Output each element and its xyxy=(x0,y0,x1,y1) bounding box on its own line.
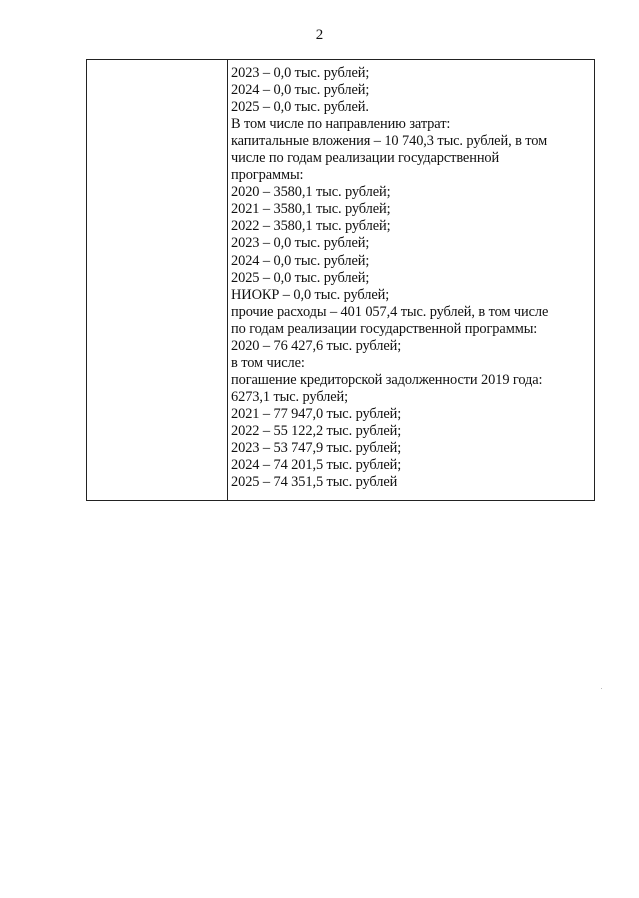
text-line: 2025 – 74 351,5 тыс. рублей xyxy=(231,474,398,491)
text-line: 2023 – 53 747,9 тыс. рублей; xyxy=(231,440,402,457)
text-line: в том числе: xyxy=(231,354,305,371)
text-line: 2023 – 0,0 тыс. рублей; xyxy=(231,65,370,81)
text-line: 2025 – 0,0 тыс. рублей. xyxy=(231,99,369,116)
text-line: 2025 – 0,0 тыс. рублей; xyxy=(231,269,370,286)
text-line: 2022 – 3580,1 тыс. рублей; xyxy=(231,218,391,235)
text-line: 2021 – 3580,1 тыс. рублей; xyxy=(231,201,391,218)
text-line: В том числе по направлению затрат: xyxy=(231,116,451,133)
text-line: 2020 – 3580,1 тыс. рублей; xyxy=(231,184,391,201)
text-line: капитальные вложения – 10 740,3 тыс. рублей, в том xyxy=(231,133,548,150)
scan-speck xyxy=(601,688,602,689)
budget-table xyxy=(86,59,595,501)
text-line: по годам реализации государственной программы: xyxy=(231,320,538,337)
text-line: НИОКР – 0,0 тыс. рублей; xyxy=(231,286,390,303)
text-line: погашение кредиторской задолженности 2019 года: xyxy=(231,371,543,388)
text-line: 2024 – 74 201,5 тыс. рублей; xyxy=(231,457,402,474)
text-line: 2024 – 0,0 тыс. рублей; xyxy=(231,82,370,99)
text-line: числе по годам реализации государственной xyxy=(231,150,500,167)
text-line: 2022 – 55 122,2 тыс. рублей; xyxy=(231,422,402,439)
text-line: 2024 – 0,0 тыс. рублей; xyxy=(231,252,370,269)
text-line: 6273,1 тыс. рублей; xyxy=(231,388,349,405)
text-line: 2021 – 77 947,0 тыс. рублей; xyxy=(231,405,402,422)
page-number: 2 xyxy=(315,27,324,43)
table-right-cell xyxy=(228,60,594,500)
text-line: программы: xyxy=(231,167,304,184)
text-line: прочие расходы – 401 057,4 тыс. рублей, в том числе xyxy=(231,303,549,320)
text-line: 2023 – 0,0 тыс. рублей; xyxy=(231,235,370,252)
table-left-cell xyxy=(87,60,228,500)
text-line: 2020 – 76 427,6 тыс. рублей; xyxy=(231,337,402,354)
